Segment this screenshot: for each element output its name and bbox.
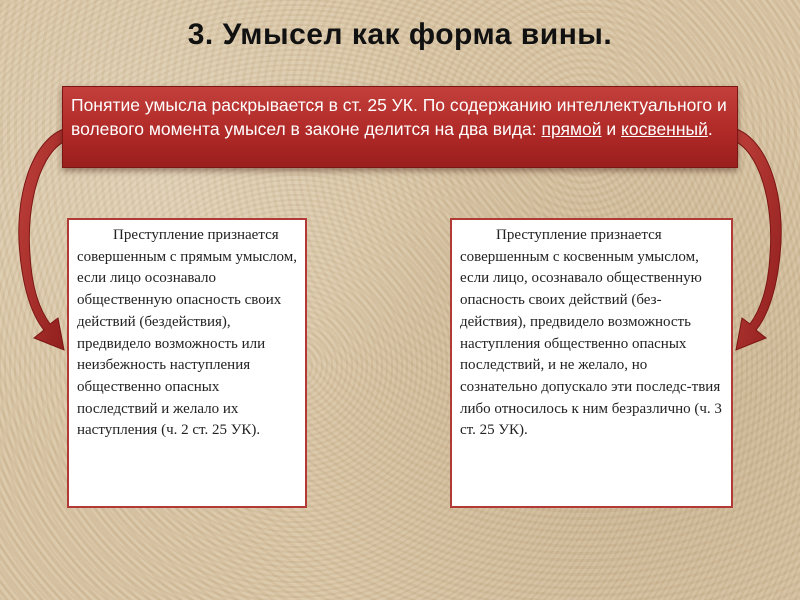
direct-intent-link[interactable]: прямой — [541, 119, 602, 139]
indirect-intent-card — [450, 218, 733, 508]
slide-title: 3. Умысел как форма вины. — [187, 18, 613, 51]
direct-intent-text: Преступление признается совершенным с прямым умыслом, если лицо осознавало общественную опасность своих действий (бездействия), предвидело возможность или неизбежность наступления общественно опасных последствий и желало их наступления (ч. 2 ст. 25 УК). — [77, 227, 298, 439]
definition-banner — [62, 86, 738, 168]
indirect-intent-link[interactable]: косвенный — [621, 119, 708, 139]
banner-conjunction: и — [601, 119, 622, 139]
indirect-intent-text: Преступление признается совершенным с косвенным умыслом, если лицо, осознавало общественную опасность своих действий (без-действия), предвидело возможность наступления общественно опасных последствий, и не желало, но сознательно допускало эти последс-твия либо относилось к ним безразлично (ч. 3 ст. 25 УК). — [460, 227, 722, 439]
banner-text: Понятие умысла раскрывается в ст. 25 УК. По содержанию интеллектуального и волевого момента умысел в законе делится на два вида: — [71, 95, 727, 139]
direct-intent-card — [67, 218, 307, 508]
banner-period: . — [707, 119, 713, 139]
